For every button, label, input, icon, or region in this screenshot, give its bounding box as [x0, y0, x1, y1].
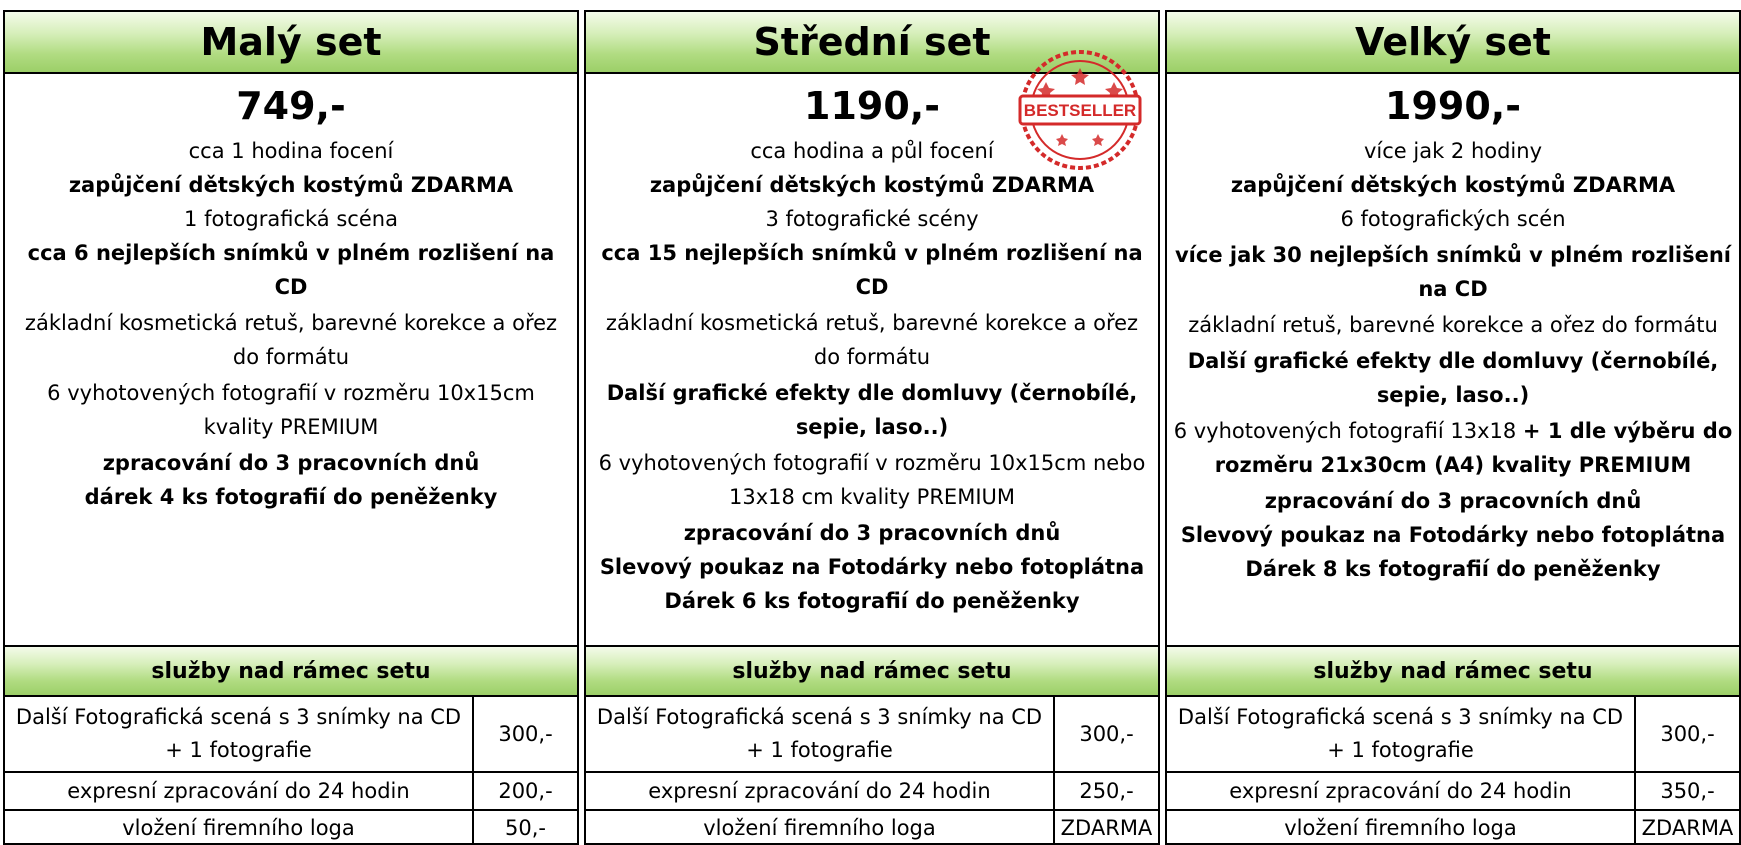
card-title: Střední set	[753, 20, 991, 64]
extra-name: vložení firemního loga	[586, 810, 1054, 845]
feature-item: cca hodina a půl focení	[750, 139, 994, 163]
table-row	[1167, 772, 1739, 810]
extra-price: 50,-	[473, 810, 577, 845]
table-row	[5, 810, 577, 845]
extras-table	[5, 697, 577, 845]
feature-item: dárek 4 ks fotografií do peněženky	[84, 485, 498, 509]
extras-header	[586, 647, 1158, 697]
feature-item: Další grafické efekty dle domluvy (černobílé, sepie, laso..)	[1187, 349, 1719, 407]
feature-item: více jak 2 hodiny	[1363, 139, 1543, 163]
extra-price: 300,-	[1635, 697, 1739, 772]
extra-name: Další Fotografická scená s 3 snímky na CD + 1 fotografie	[15, 705, 462, 762]
extras-header	[1167, 647, 1739, 697]
feature-item: zpracování do 3 pracovních dnů	[683, 521, 1061, 545]
extra-name: expresní zpracování do 24 hodin	[586, 772, 1054, 810]
pricing-card-large	[1165, 10, 1741, 845]
extra-price: 200,-	[473, 772, 577, 810]
card-header	[1167, 12, 1739, 74]
card-title: Velký set	[1355, 20, 1551, 64]
stamp-label: BESTSELLER	[1023, 101, 1137, 120]
extra-name: expresní zpracování do 24 hodin	[1167, 772, 1635, 810]
feature-item: základní kosmetická retuš, barevné korekce a ořez do formátu	[24, 311, 558, 369]
feature-item: základní kosmetická retuš, barevné korekce a ořez do formátu	[605, 311, 1139, 369]
extras-table	[1167, 697, 1739, 845]
extras-title: služby nad rámec setu	[732, 658, 1012, 684]
extra-price: ZDARMA	[1635, 810, 1739, 845]
table-row	[1167, 810, 1739, 845]
feature-item	[1171, 414, 1735, 482]
feature-item: zapůjčení dětských kostýmů ZDARMA	[649, 173, 1095, 197]
feature-item: Dárek 8 ks fotografií do peněženky	[1245, 557, 1661, 581]
card-body	[586, 74, 1158, 647]
bestseller-stamp-icon	[1016, 46, 1144, 174]
card-title: Malý set	[200, 20, 382, 64]
feature-item: cca 1 hodina focení	[188, 139, 394, 163]
extra-name: Další Fotografická scená s 3 snímky na CD + 1 fotografie	[596, 705, 1043, 762]
feature-item: zpracování do 3 pracovních dnů	[1264, 489, 1642, 513]
extra-name: expresní zpracování do 24 hodin	[5, 772, 473, 810]
table-row	[586, 810, 1158, 845]
extra-name: vložení firemního loga	[1167, 810, 1635, 845]
table-row	[586, 697, 1158, 772]
feature-item: 3 fotografické scény	[765, 207, 979, 231]
extra-price: 250,-	[1054, 772, 1158, 810]
feature-item: Dárek 6 ks fotografií do peněženky	[664, 589, 1080, 613]
feature-item: zpracování do 3 pracovních dnů	[102, 451, 480, 475]
feature-item-text: 6 vyhotovených fotografií 13x18	[1173, 419, 1517, 443]
pricing-card-medium	[584, 10, 1160, 845]
feature-item: zapůjčení dětských kostýmů ZDARMA	[68, 173, 514, 197]
feature-item: zapůjčení dětských kostýmů ZDARMA	[1230, 173, 1676, 197]
extras-title: služby nad rámec setu	[1313, 658, 1593, 684]
extras-title: služby nad rámec setu	[151, 658, 431, 684]
feature-item: cca 15 nejlepších snímků v plném rozlišení na CD	[601, 241, 1143, 299]
feature-item: Slevový poukaz na Fotodárky nebo fotoplátna	[1180, 523, 1726, 547]
table-row	[1167, 697, 1739, 772]
table-row	[586, 772, 1158, 810]
extra-name: Další Fotografická scená s 3 snímky na CD + 1 fotografie	[1177, 705, 1624, 762]
table-row	[5, 697, 577, 772]
table-row	[5, 772, 577, 810]
extra-price: 350,-	[1635, 772, 1739, 810]
feature-item: více jak 30 nejlepších snímků v plném rozlišení na CD	[1174, 243, 1731, 301]
feature-item: 1 fotografická scéna	[184, 207, 398, 231]
feature-item: 6 fotografických scén	[1340, 207, 1566, 231]
card-price: 1990,-	[1385, 84, 1521, 128]
extra-price: ZDARMA	[1054, 810, 1158, 845]
extra-name: vložení firemního loga	[5, 810, 473, 845]
feature-item: Další grafické efekty dle domluvy (černobílé, sepie, laso..)	[606, 381, 1138, 439]
feature-item: Slevový poukaz na Fotodárky nebo fotoplátna	[599, 555, 1145, 579]
extras-header	[5, 647, 577, 697]
pricing-card-small	[3, 10, 579, 845]
feature-item-bold: + 1 dle výběru do rozměru 21x30cm (A4) kvality PREMIUM	[1214, 419, 1733, 477]
extras-table	[586, 697, 1158, 845]
card-header	[5, 12, 577, 74]
feature-item: základní retuš, barevné korekce a ořez do formátu	[1188, 313, 1718, 337]
card-price: 1190,-	[804, 84, 940, 128]
card-body	[1167, 74, 1739, 647]
feature-item: 6 vyhotovených fotografií v rozměru 10x15cm nebo 13x18 cm kvality PREMIUM	[598, 451, 1146, 509]
card-price: 749,-	[236, 84, 346, 128]
feature-item: 6 vyhotovených fotografií v rozměru 10x15cm kvality PREMIUM	[47, 381, 535, 439]
extra-price: 300,-	[1054, 697, 1158, 772]
card-body	[5, 74, 577, 647]
feature-item: cca 6 nejlepších snímků v plném rozlišení na CD	[27, 241, 555, 299]
extra-price: 300,-	[473, 697, 577, 772]
